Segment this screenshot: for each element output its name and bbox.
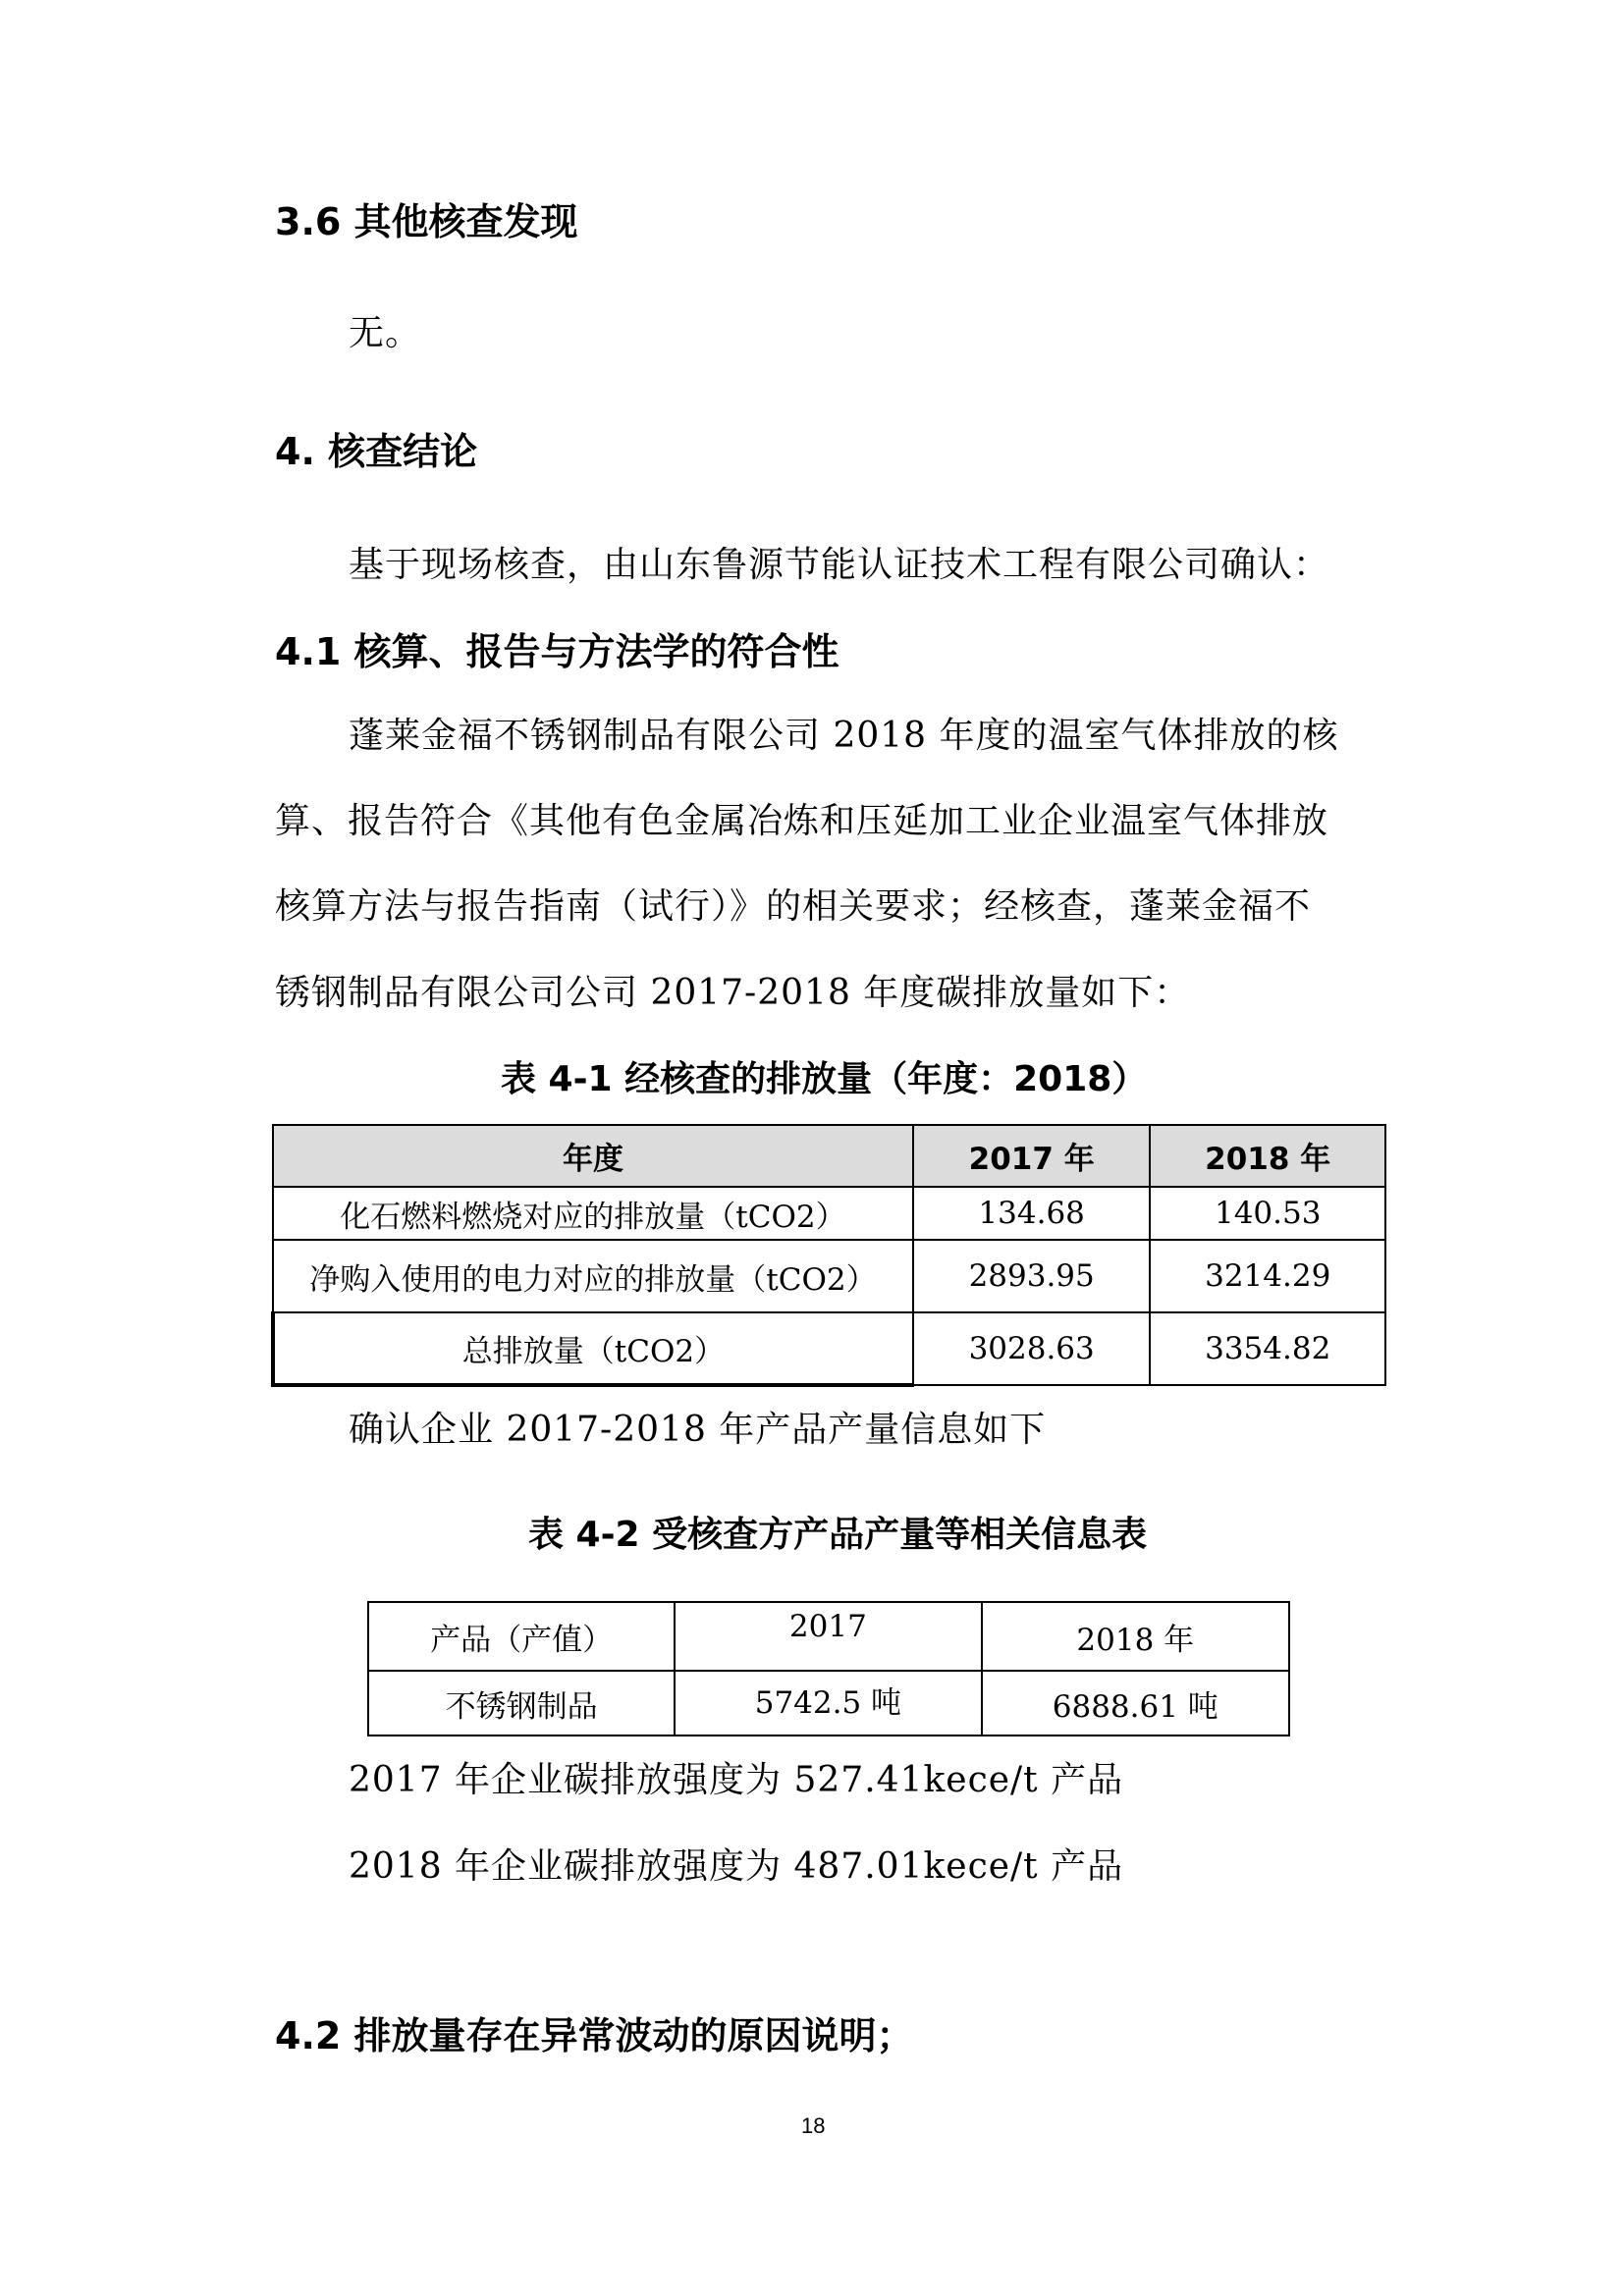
page-number: 18 [801, 2113, 826, 2138]
paragraph-line-2: 算、报告符合《其他有色金属冶炼和压延加工业企业温室气体排放 [275, 801, 1329, 841]
paragraph-line-4: 锈钢制品有限公司公司 2017-2018 年度碳排放量如下： [275, 973, 1191, 1013]
table-header-cell: 2018 年 [982, 1602, 1289, 1671]
table-header-row [273, 1125, 1385, 1187]
intensity-2018: 2018 年企业碳排放强度为 487.01kece/t 产品 [349, 1846, 1124, 1887]
table-header-cell: 2017 [675, 1602, 981, 1671]
section-3-6-body: 无。 [349, 313, 422, 353]
table-cell: 134.68 [913, 1187, 1151, 1240]
table-row [368, 1671, 1289, 1735]
paragraph-line-3: 核算方法与报告指南（试行）》的相关要求；经核查，蓬莱金福不 [275, 886, 1312, 927]
table-cell: 140.53 [1150, 1187, 1385, 1240]
table-cell: 3214.29 [1150, 1240, 1385, 1312]
table-1-caption: 表 4-1 经核查的排放量（年度：2018） [501, 1059, 1148, 1099]
table-cell: 2893.95 [913, 1240, 1151, 1312]
section-3-6-heading: 3.6 其他核查发现 [275, 200, 578, 243]
section-4-2-heading: 4.2 排放量存在异常波动的原因说明； [275, 2014, 914, 2057]
table-row [273, 1187, 1385, 1240]
table-cell: 3354.82 [1150, 1312, 1385, 1385]
section-4-intro: 基于现场核查，由山东鲁源节能认证技术工程有限公司确认： [349, 545, 1330, 585]
table-2-caption: 表 4-2 受核查方产品产量等相关信息表 [528, 1515, 1148, 1555]
table-cell: 5742.5 吨 [675, 1671, 981, 1735]
table-header-cell: 2018 年 [1150, 1125, 1385, 1187]
table-cell: 净购入使用的电力对应的排放量（tCO2） [273, 1240, 913, 1312]
table-header-cell: 产品（产值） [368, 1602, 675, 1671]
table-cell: 不锈钢制品 [368, 1671, 675, 1735]
section-4-1-heading: 4.1 核算、报告与方法学的符合性 [275, 630, 839, 673]
section-4-heading: 4. 核查结论 [275, 430, 478, 473]
intensity-2017: 2017 年企业碳排放强度为 527.41kece/t 产品 [349, 1760, 1124, 1800]
emissions-table [271, 1124, 1386, 1387]
table-header-row [368, 1602, 1289, 1671]
table-row-total [273, 1312, 1385, 1385]
table-row [273, 1240, 1385, 1312]
table-cell: 化石燃料燃烧对应的排放量（tCO2） [273, 1187, 913, 1240]
table-cell: 总排放量（tCO2） [273, 1312, 913, 1385]
confirm-text: 确认企业 2017-2018 年产品产量信息如下 [349, 1410, 1047, 1450]
product-output-table [367, 1601, 1290, 1736]
table-header-cell: 2017 年 [913, 1125, 1151, 1187]
table-cell: 6888.61 吨 [982, 1671, 1289, 1735]
table-header-cell: 年度 [273, 1125, 913, 1187]
paragraph-line-1: 蓬莱金福不锈钢制品有限公司 2018 年度的温室气体排放的核 [349, 716, 1339, 756]
table-cell: 3028.63 [913, 1312, 1151, 1385]
